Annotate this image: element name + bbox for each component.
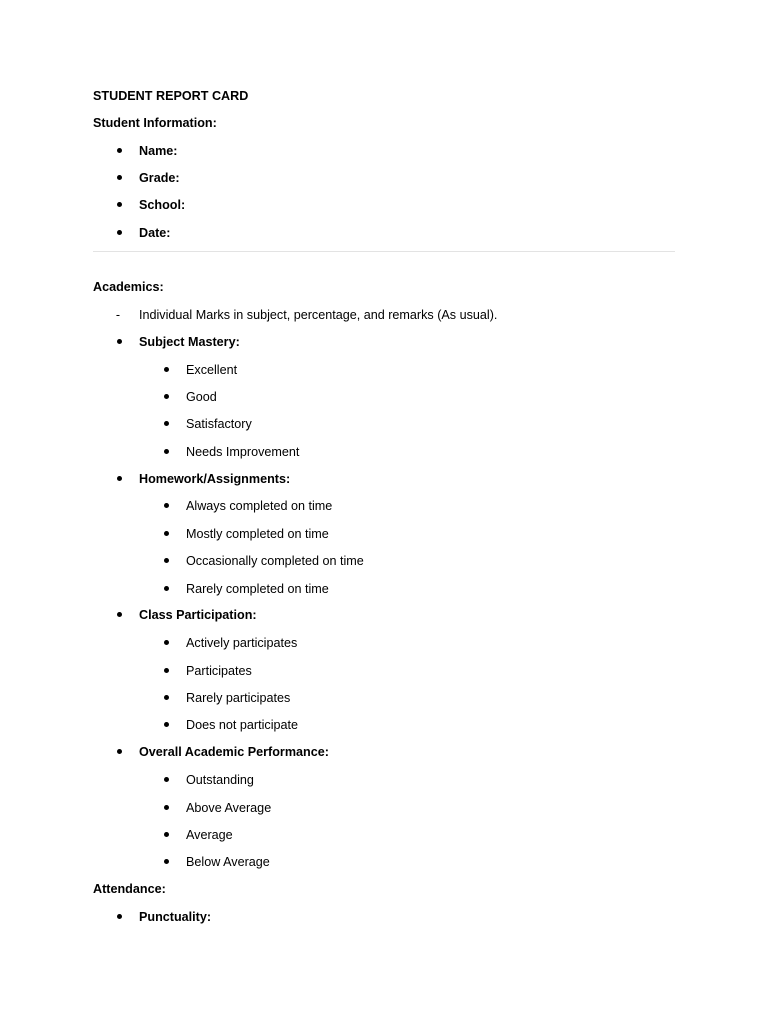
list-item [0, 525, 768, 543]
list-item [0, 497, 768, 515]
bullet-icon [114, 196, 124, 214]
student-info-heading [93, 114, 217, 132]
document-title [93, 87, 248, 105]
list-item [0, 388, 768, 406]
section-label: Class Participation: [139, 608, 257, 622]
list-item [0, 580, 768, 598]
attendance-heading [93, 880, 166, 898]
option-text: Outstanding [186, 773, 254, 787]
list-item [0, 552, 768, 570]
option-text: Mostly completed on time [186, 527, 329, 541]
bullet-icon [114, 333, 124, 351]
field-label: School: [139, 198, 186, 212]
bullet-icon [114, 142, 124, 160]
list-item [0, 689, 768, 707]
student-field-date [0, 224, 768, 242]
bullet-icon [161, 552, 171, 570]
bullet-icon [161, 799, 171, 817]
bullet-icon [161, 853, 171, 871]
list-item [0, 799, 768, 817]
section-divider [93, 251, 675, 252]
student-info-heading-text: Student Information: [93, 116, 217, 130]
section-subject-mastery [0, 333, 768, 351]
student-field-grade [0, 169, 768, 187]
list-item [0, 662, 768, 680]
section-class-participation [0, 606, 768, 624]
student-field-name [0, 142, 768, 160]
bullet-icon [161, 826, 171, 844]
academics-note [0, 306, 768, 324]
bullet-icon [161, 361, 171, 379]
bullet-icon [114, 470, 124, 488]
option-text: Occasionally completed on time [186, 554, 364, 568]
list-item [0, 443, 768, 461]
bullet-icon [161, 662, 171, 680]
field-label: Date: [139, 226, 171, 240]
attendance-item-punctuality [0, 908, 768, 926]
section-homework [0, 470, 768, 488]
field-label: Grade: [139, 171, 180, 185]
dash-marker: - [115, 308, 121, 322]
bullet-icon [114, 743, 124, 761]
bullet-icon [161, 443, 171, 461]
option-text: Does not participate [186, 718, 299, 732]
option-text: Participates [186, 664, 252, 678]
title-text: STUDENT REPORT CARD [93, 89, 249, 103]
section-label: Overall Academic Performance: [139, 745, 329, 759]
list-item [0, 853, 768, 871]
bullet-icon [114, 606, 124, 624]
attendance-heading-text: Attendance: [93, 882, 166, 896]
bullet-icon [114, 169, 124, 187]
option-text: Below Average [186, 855, 270, 869]
bullet-icon [161, 689, 171, 707]
option-text: Average [186, 828, 233, 842]
option-text: Excellent [186, 363, 238, 377]
bullet-icon [114, 224, 124, 242]
option-text: Needs Improvement [186, 445, 300, 459]
option-text: Rarely completed on time [186, 582, 329, 596]
academics-note-text: Individual Marks in subject, percentage, and remarks (As usual). [139, 308, 498, 322]
list-item [0, 771, 768, 789]
bullet-icon [161, 771, 171, 789]
list-item [0, 361, 768, 379]
section-label: Subject Mastery: [139, 335, 240, 349]
list-item [0, 415, 768, 433]
bullet-icon [114, 908, 124, 926]
list-item [0, 716, 768, 734]
student-field-school [0, 196, 768, 214]
bullet-icon [161, 716, 171, 734]
option-text: Satisfactory [186, 417, 252, 431]
option-text: Rarely participates [186, 691, 291, 705]
bullet-icon [161, 525, 171, 543]
option-text: Always completed on time [186, 499, 333, 513]
option-text: Good [186, 390, 217, 404]
option-text: Above Average [186, 801, 272, 815]
academics-heading-text: Academics: [93, 280, 164, 294]
section-overall-performance [0, 743, 768, 761]
academics-heading [93, 278, 164, 296]
list-item [0, 826, 768, 844]
option-text: Actively participates [186, 636, 298, 650]
bullet-icon [161, 580, 171, 598]
list-item [0, 634, 768, 652]
field-label: Name: [139, 144, 178, 158]
bullet-icon [161, 415, 171, 433]
attendance-label: Punctuality: [139, 910, 212, 924]
bullet-icon [161, 388, 171, 406]
bullet-icon [161, 497, 171, 515]
section-label: Homework/Assignments: [139, 472, 291, 486]
bullet-icon [161, 634, 171, 652]
